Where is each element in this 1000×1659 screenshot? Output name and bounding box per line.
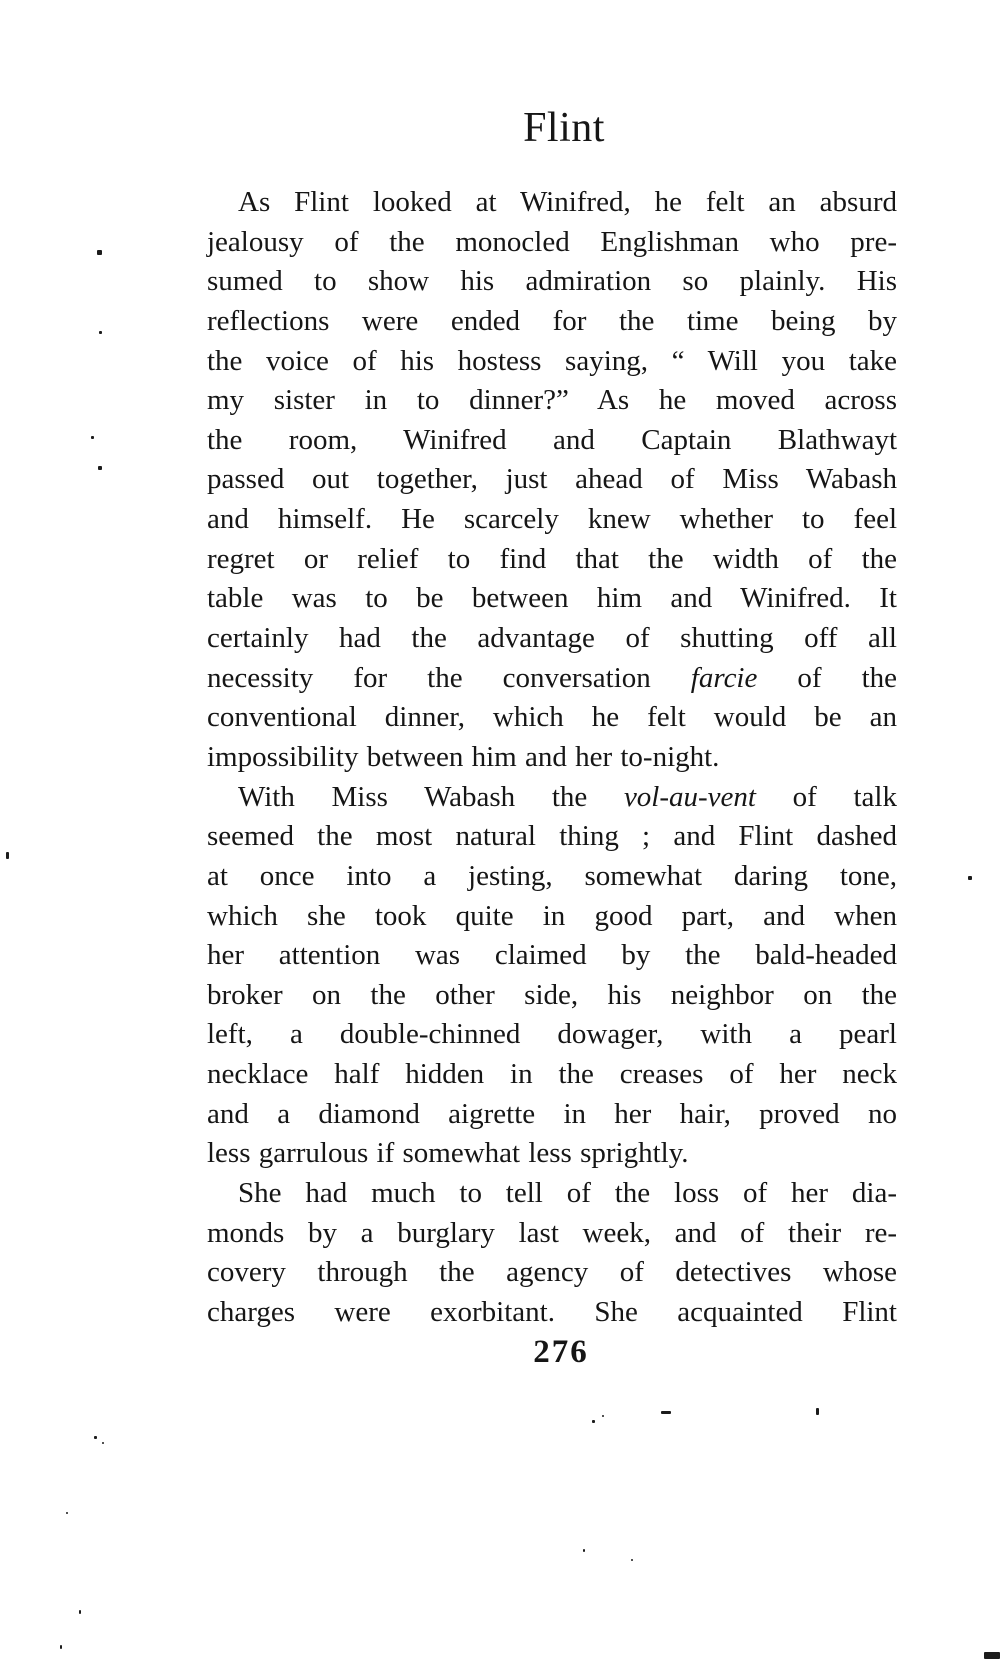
scan-speck [602,1415,604,1417]
text-line: covery through the agency of detectives whose [207,1256,897,1289]
text-line: necessity for the conversation farcie of the [207,661,897,694]
text-line: She had much to tell of the loss of her dia- [238,1177,897,1210]
text-block [207,183,897,1333]
text-line: my sister in to dinner?” As he moved across [207,384,897,417]
text-line: monds by a burglary last week, and of their re- [207,1216,897,1249]
scan-speck [583,1549,585,1552]
text-line: less garrulous if somewhat less sprightly. [207,1137,689,1170]
scan-speck [816,1408,819,1415]
page-number-value: 276 [533,1334,589,1370]
text-line: left, a double-chinned dowager, with a pearl [207,1018,897,1051]
text-line: charges were exorbitant. She acquainted Flint [207,1295,897,1328]
scan-speck [98,466,102,470]
page-number [207,1334,897,1371]
scan-speck [91,436,94,439]
scan-speck [6,852,9,859]
text-line: regret or relief to find that the width of the [207,542,897,575]
scan-speck [631,1559,633,1561]
text-line: the room, Winifred and Captain Blathwayt [207,423,897,456]
text-line: her attention was claimed by the bald-headed [207,939,897,972]
text-line: seemed the most natural thing ; and Flint dashed [207,820,897,853]
text-line: at once into a jesting, somewhat daring tone, [207,859,897,892]
text-line: certainly had the advantage of shutting off all [207,622,897,655]
text-line: broker on the other side, his neighbor on the [207,978,897,1011]
text-line: reflections were ended for the time being by [207,304,897,337]
page-header [207,104,897,152]
paragraph-1 [207,183,897,778]
page-header-title: Flint [523,105,605,151]
text-line: jealousy of the monocled Englishman who pre- [207,225,897,258]
scan-speck [984,1652,1000,1659]
scan-speck [968,876,972,880]
scan-speck [94,1436,97,1439]
paragraph-2 [207,778,897,1174]
text-line: impossibility between him and her to-night. [207,740,720,773]
scan-speck [592,1420,595,1423]
text-line: sumed to show his admiration so plainly. His [207,265,897,298]
text-line: table was to be between him and Winifred. It [207,582,897,615]
scan-speck [102,1442,104,1444]
text-line: the voice of his hostess saying, “ Will you take [207,344,897,377]
scan-speck [97,250,102,255]
text-line: and himself. He scarcely knew whether to feel [207,503,897,536]
scan-speck [661,1411,671,1414]
text-line: necklace half hidden in the creases of her neck [207,1058,897,1091]
scan-speck [66,1512,68,1514]
text-line: With Miss Wabash the vol-au-vent of talk [238,780,897,813]
text-line: which she took quite in good part, and when [207,899,897,932]
scan-speck [99,331,102,334]
text-line: As Flint looked at Winifred, he felt an absurd [238,186,897,218]
scan-speck [60,1645,62,1649]
scan-speck [79,1610,81,1614]
paragraph-3 [207,1174,897,1333]
text-line: passed out together, just ahead of Miss Wabash [207,463,897,496]
text-line: and a diamond aigrette in her hair, proved no [207,1097,897,1130]
text-line: conventional dinner, which he felt would be an [207,701,897,734]
